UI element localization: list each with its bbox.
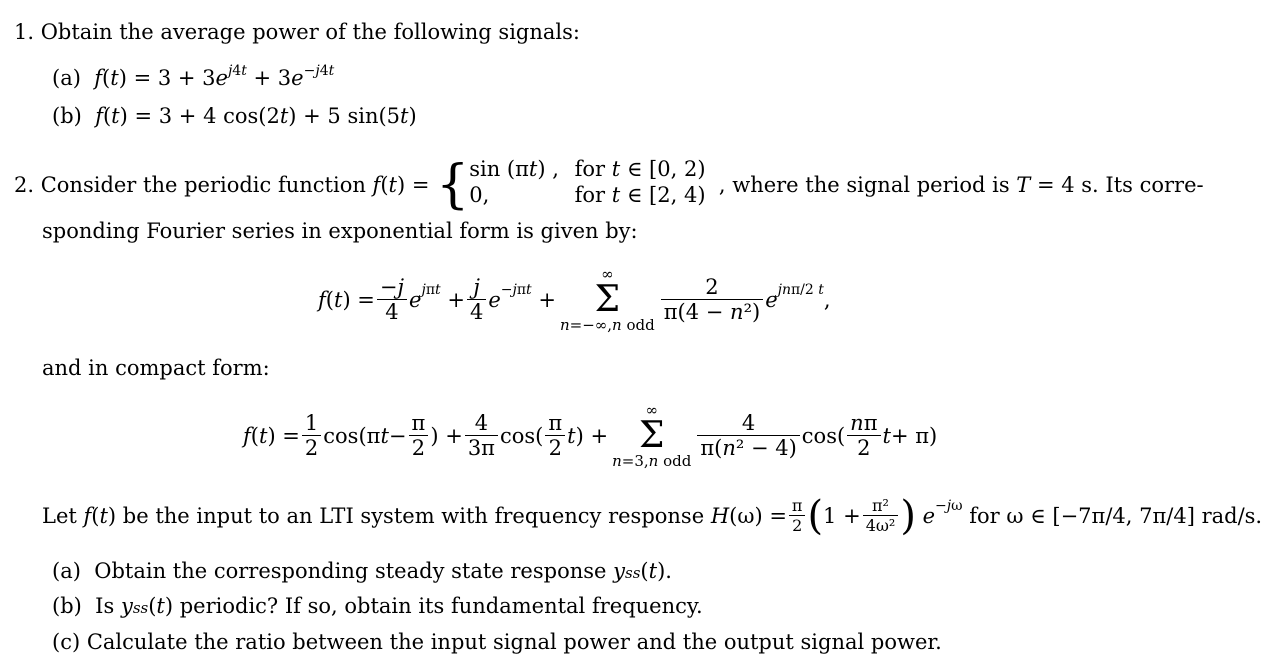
piecewise-cases: sin (πt) , for t ∈ [0, 2) 0, for t ∈ [2, 4) bbox=[469, 157, 706, 207]
q1-part-a: (a) $f(t) = 3 + 3e^{j4t} + 3e^{-j4t}$ bbox=[52, 63, 335, 90]
q2-part-a: (a) Obtain the corresponding steady state response yss(t). bbox=[52, 559, 672, 583]
q2-part-c: (c) Calculate the ratio between the input signal power and the output signal power. bbox=[52, 630, 942, 654]
lti-statement: Let f ( t ) be the input to an LTI system with frequency response H (ω) = $\frac{\pi}{2}$ ( 1 + $\frac{\text{π²}}{\text{4ω²}}$ ) e −jω for ω ∈ [−7π/4, 7π/4] rad/s. bbox=[42, 493, 1262, 539]
compact-form-label: and in compact form: bbox=[42, 356, 270, 380]
q2-part-b: (b) Is yss(t) periodic? If so, obtain its fundamental frequency. bbox=[52, 594, 703, 618]
q2-intro: 2. Consider the periodic function f(t) = { sin (πt) , for t ∈ [0, 2) 0, for t ∈ [2, 4) , where the signal period is T = 4 s. Its corre- bbox=[14, 155, 1204, 215]
exponential-series-equation: f ( t ) = $\frac{-j}{4}$ e jπt + $\frac{j}{4}$ e −jπt + ∞ Σ n=−∞,n odd $\frac{2}{\text{π(4 − n²)}}$ e jnπ/2 t , bbox=[318, 265, 831, 334]
compact-series-equation: f ( t ) = $\frac{1}{2}$ cos(π t − $\frac{\pi}{2}$ ) + $\frac{4}{3\pi}$ cos( $\frac{\pi}{2}$ t ) + ∞ Σ n=3,n odd $\frac{4}{\text{π(n² − 4)}}$ cos( $\frac{n\pi}{2}$ t + π) bbox=[243, 401, 938, 470]
q2-intro-line2: sponding Fourier series in exponential form is given by: bbox=[42, 219, 638, 243]
q1-header: 1. Obtain the average power of the following signals: bbox=[14, 20, 580, 44]
q1-part-b: (b) f(t) = 3 + 4 cos(2t) + 5 sin(5t) bbox=[52, 104, 417, 128]
